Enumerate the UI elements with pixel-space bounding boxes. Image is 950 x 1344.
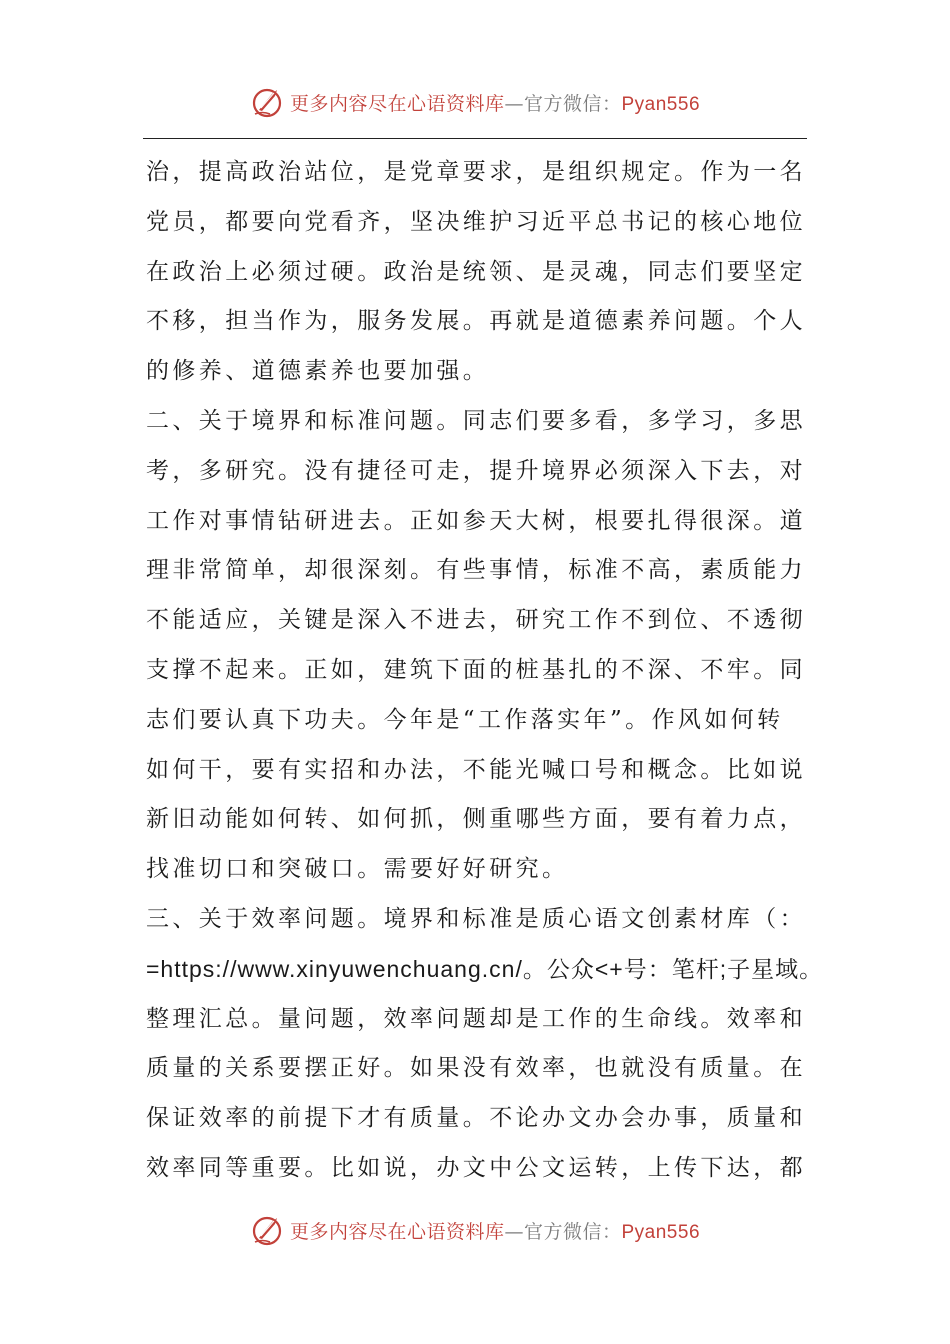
text-line: 支撑不起来。正如，建筑下面的桩基扎的不深、不牢。同	[146, 656, 806, 683]
text-line: 考，多研究。没有捷径可走，提升境界必须深入下去，对	[146, 457, 806, 484]
quill-seal-logo-icon	[250, 1212, 286, 1248]
text-line: 不能适应，关键是深入不进去，研究工作不到位、不透彻	[146, 607, 806, 634]
header-banner	[0, 82, 950, 122]
text-line: 工作对事情钻研进去。正如参天大树，根要扎得很深。道	[146, 507, 806, 534]
text-line: 如何干，要有实招和办法，不能光喊口号和概念。比如说	[146, 756, 806, 783]
banner-wechat-id: Pyan556	[621, 1221, 701, 1243]
text-line: 志们要认真下功夫。今年是“工作落实年”。作风如何转	[146, 706, 784, 733]
banner-text	[290, 89, 700, 116]
banner-official: 官方微信：	[523, 92, 622, 115]
header-divider	[143, 138, 807, 139]
text-line: 在政治上必须过硬。政治是统领、是灵魂，同志们要坚定	[146, 258, 806, 285]
banner-wechat-id: Pyan556	[621, 93, 701, 115]
text-line: 整理汇总。量问题，效率问题却是工作的生命线。效率和	[146, 1005, 806, 1032]
text-line: 质量的关系要摆正好。如果没有效率，也就没有质量。在	[146, 1055, 806, 1082]
banner-official: 官方微信：	[523, 1220, 622, 1243]
banner-prefix: 更多内容尽在心语资料库	[289, 92, 505, 115]
text-line: 找准切口和突破口。需要好好研究。	[146, 856, 569, 883]
banner-dash: —	[504, 92, 524, 115]
text-line: 保证效率的前提下才有质量。不论办文办会办事，质量和	[146, 1105, 806, 1132]
quill-seal-logo-icon	[250, 84, 286, 120]
text-line: 不移，担当作为，服务发展。再就是道德素养问题。个人	[146, 308, 806, 335]
banner-prefix: 更多内容尽在心语资料库	[289, 1220, 505, 1243]
text-line-url: =https://www.xinyuwenchuang.cn/。公众<+号：笔杆;子星域。	[146, 955, 824, 982]
text-line: 的修养、道德素养也要加强。	[146, 358, 490, 385]
text-line: 党员，都要向党看齐，坚决维护习近平总书记的核心地位	[146, 208, 806, 235]
banner-text	[290, 1217, 700, 1244]
text-line: 新旧动能如何转、如何抓，侧重哪些方面，要有着力点，	[146, 806, 806, 833]
document-body	[146, 148, 836, 1194]
footer-banner	[0, 1210, 950, 1250]
text-line: 治，提高政治站位，是党章要求，是组织规定。作为一名	[146, 159, 806, 185]
banner-dash: —	[504, 1220, 524, 1243]
text-line: 三、关于效率问题。境界和标准是质心语文创素材库（：	[146, 905, 806, 932]
text-line: 二、关于境界和标准问题。同志们要多看，多学习，多思	[146, 407, 806, 434]
text-line: 效率同等重要。比如说，办文中公文运转，上传下达，都	[146, 1154, 806, 1181]
text-line: 理非常简单，却很深刻。有些事情，标准不高，素质能力	[146, 557, 806, 584]
